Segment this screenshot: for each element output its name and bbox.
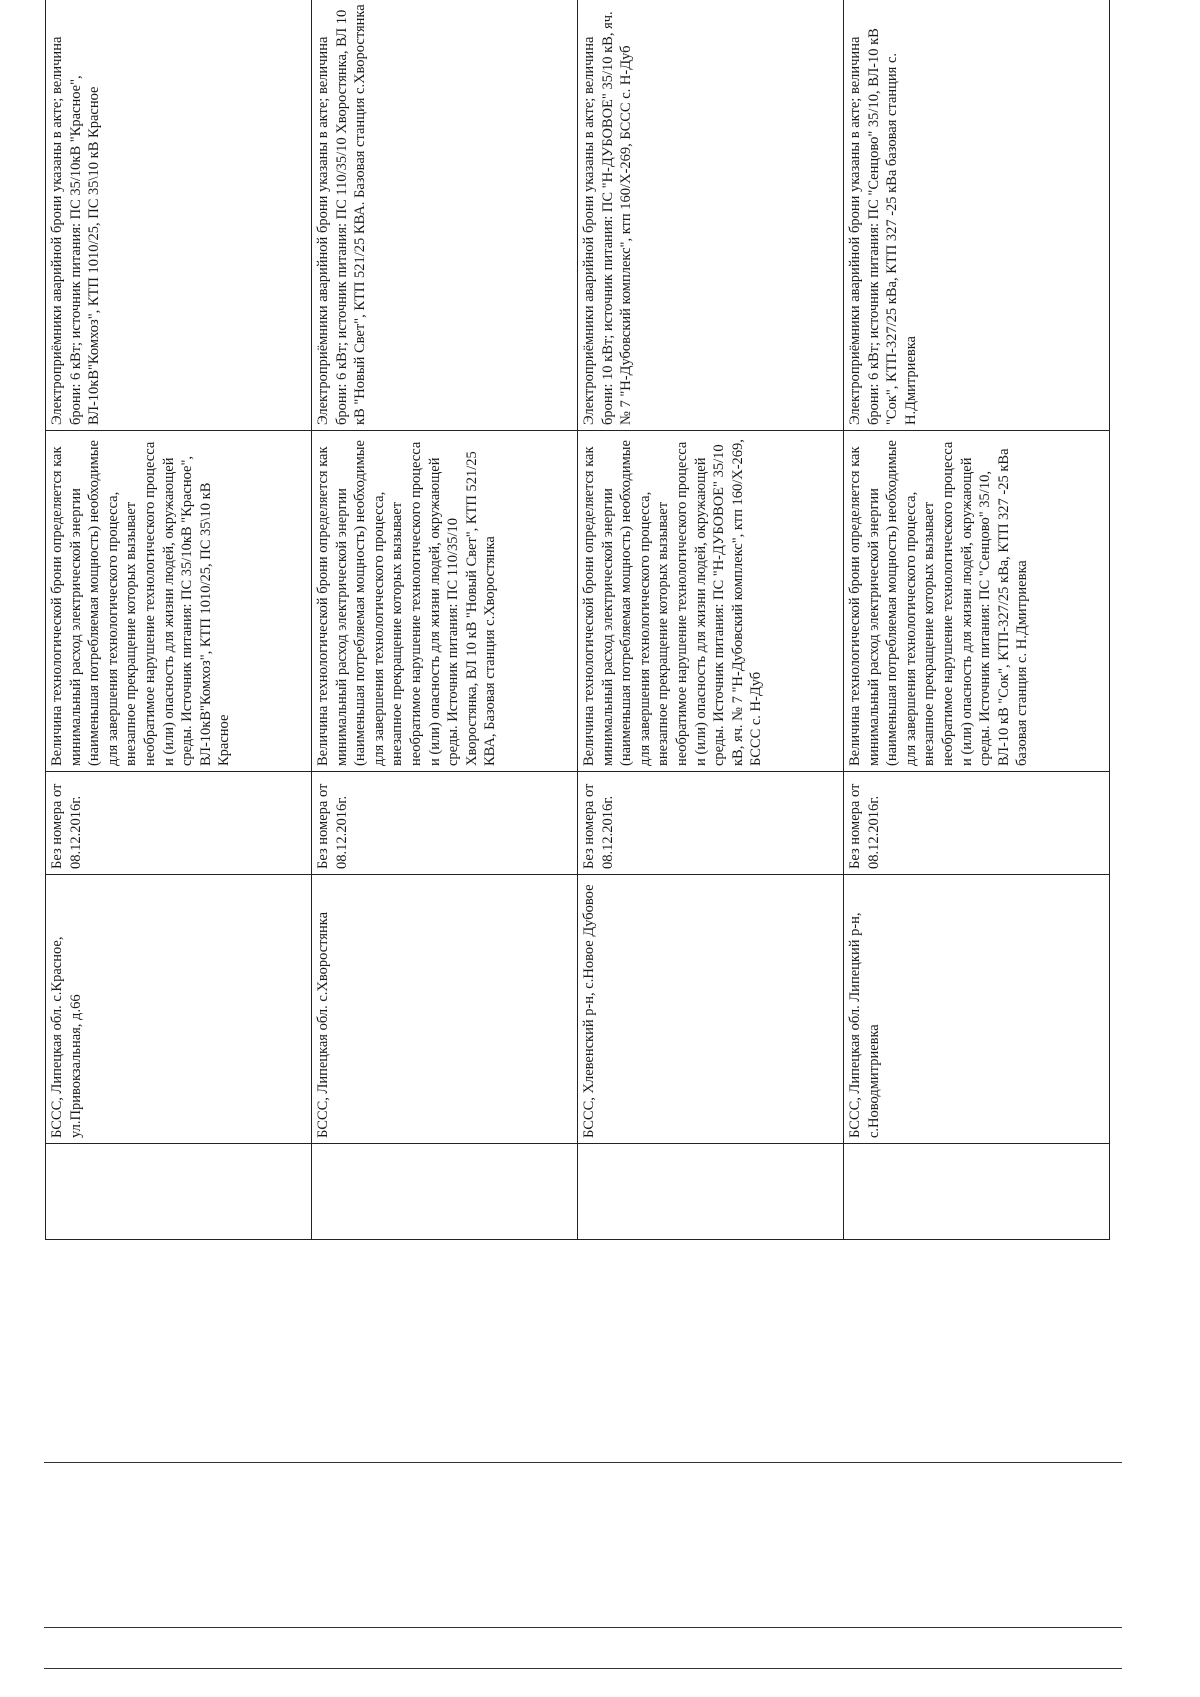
row-number-cell — [312, 1144, 578, 1240]
technological-reserve-cell: Величина технологической брони определяется как минимальный расход электрической энергии (наименьшая потребляемая мощность) необходимые для завершения технологического процесса, внезапное прекращение которых вызывает необратимое нарушение технологического процесса и (или) опасность для жизни людей, окружающей среды. Источник питания: ПС 35/10кВ "Красное", ВЛ-10кВ"Комхоз", КТП 1010/25, ПС 35\10 кВ Красное — [46, 431, 312, 772]
table-row — [312, 0, 578, 1240]
act-reference-cell: Без номера от 08.12.2016г. — [578, 772, 844, 875]
emergency-reserve-cell: Электроприёмники аварийной брони указаны в акте; величина брони: 6 кВт; источник питания: ПС 110/35/10 Хворостянка, ВЛ 10 кВ "Новый Свет", КТП 521/25 КВА. Базовая станция с.Хворостянка — [312, 0, 578, 431]
divider-line — [44, 1462, 1122, 1463]
object-address-cell: БССС, Липецкая обл. с.Хворостянка — [312, 875, 578, 1144]
technological-reserve-cell: Величина технологической брони определяется как минимальный расход электрической энергии (наименьшая потребляемая мощность) необходимые для завершения технологического процесса, внезапное прекращение которых вызывает необратимое нарушение технологического процесса и (или) опасность для жизни людей, окружающей среды. Источник питания: ПС "Н-ДУБОВОЕ" 35/10 кВ, яч. № 7 "Н-Дубовский комплекс", ктп 160/Х-269, БССС с. Н-Дуб — [578, 431, 844, 772]
technological-reserve-cell: Величина технологической брони определяется как минимальный расход электрической энергии (наименьшая потребляемая мощность) необходимые для завершения технологического процесса, внезапное прекращение которых вызывает необратимое нарушение технологического процесса и (или) опасность для жизни людей, окружающей среды. Источник питания: ПС 110/35/10 Хворостянка, ВЛ 10 кВ "Новый Свет", КТП 521/25 КВА, Базовая станция с.Хворостянка — [312, 431, 578, 772]
emergency-reserve-cell: Электроприёмники аварийной брони указаны в акте; величина брони: 6 кВт; источник питания: ПС 35/10кВ "Красное", ВЛ-10кВ"Комхоз", КТП 1010/25, ПС 35\10 кВ Красное — [46, 0, 312, 431]
emergency-reserve-cell: Электроприёмники аварийной брони указаны в акте; величина брони: 10 кВт; источник питания: ПС "Н-ДУБОВОЕ" 35/10 кВ, яч. № 7 "Н-Дубовский комплекс", ктп 160/Х-269, БССС с. Н-Дуб — [578, 0, 844, 431]
divider-line — [44, 1668, 1122, 1669]
row-number-cell — [46, 1144, 312, 1240]
table-row — [844, 0, 1110, 1240]
act-reference-cell: Без номера от 08.12.2016г. — [844, 772, 1110, 875]
row-number-cell — [844, 1144, 1110, 1240]
object-address-cell: БССС, Хлевенский р-н, с.Новое Дубовое — [578, 875, 844, 1144]
table-row — [578, 0, 844, 1240]
row-number-cell — [578, 1144, 844, 1240]
technological-reserve-cell: Величина технологической брони определяется как минимальный расход электрической энергии (наименьшая потребляемая мощность) необходимые для завершения технологического процесса, внезапное прекращение которых вызывает необратимое нарушение технологического процесса и (или) опасность для жизни людей, окружающей среды. Источник питания: ПС "Сенцово" 35/10, ВЛ-10 кВ "Сок", КТП-327/25 кВа, КТП 327 -25 кВа базовая станция с. Н.Дмитриевка — [844, 431, 1110, 772]
divider-line — [44, 1627, 1122, 1628]
emergency-reserve-cell: Электроприёмники аварийной брони указаны в акте; величина брони: 6 кВт; источник питания: ПС "Сенцово" 35/10, ВЛ-10 кВ "Сок", КТП-327/25 кВа, КТП 327 -25 кВа базовая станция с. Н.Дмитриевка — [844, 0, 1110, 431]
act-reference-cell: Без номера от 08.12.2016г. — [46, 772, 312, 875]
object-address-cell: БССС, Липецкая обл. Липецкий р-н, с.Новодмитриевка — [844, 875, 1110, 1144]
table-row — [46, 0, 312, 1240]
act-reference-cell: Без номера от 08.12.2016г. — [312, 772, 578, 875]
object-address-cell: БССС, Липецкая обл. с.Красное, ул.Привокзальная, д.66 — [46, 875, 312, 1144]
electricity-reserve-table — [45, 0, 1110, 1240]
